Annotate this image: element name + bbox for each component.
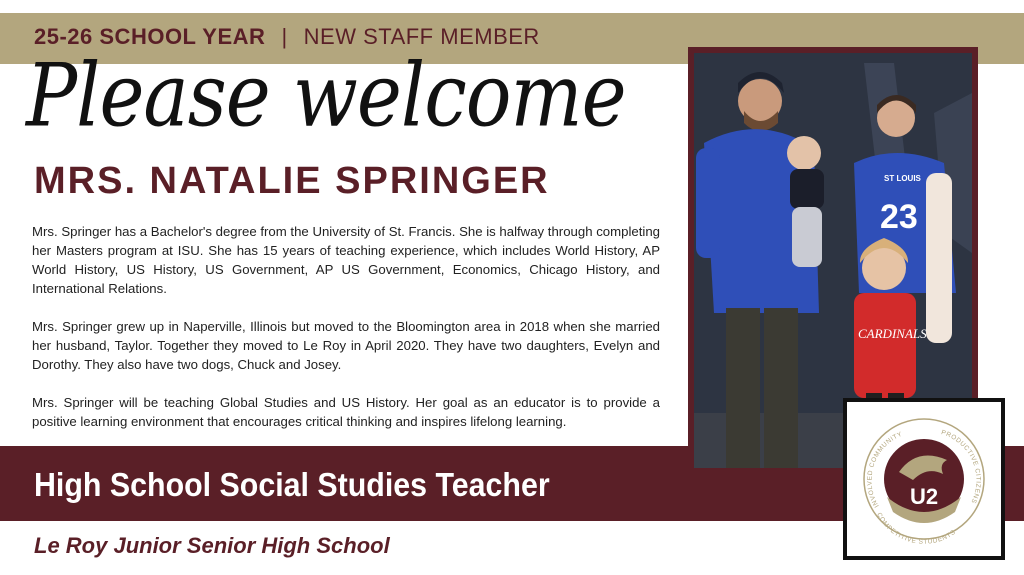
u2-logo-icon <box>847 402 1001 556</box>
school-year-label: 25-26 SCHOOL YEAR <box>34 24 266 49</box>
child-shirt-text: CARDINALS <box>858 326 927 341</box>
logo-arc-left: INVOLVED COMMUNITY <box>866 430 904 509</box>
logo-arc-right: PRODUCTIVE CITIZENS <box>940 429 982 505</box>
bio <box>32 222 660 450</box>
bio-paragraph-family: Mrs. Springer grew up in Naperville, Illinois but moved to the Bloomington area in 2018 when she married her husband, Taylor. Together they moved to Le Roy in April 2020. They have two daughters, Evelyn and Dorothy. They also have two dogs, Chuck and Josey. <box>32 319 660 372</box>
jersey-number: 23 <box>880 198 918 236</box>
school-logo <box>843 398 1005 560</box>
new-staff-label: NEW STAFF MEMBER <box>303 24 540 49</box>
bio-paragraph-goals: Mrs. Springer will be teaching Global Studies and US History. Her goal as an educator is to provide a positive learning environment that encourages critical thinking and inspires lifelong learning. <box>32 395 660 429</box>
header-separator: | <box>281 24 288 49</box>
staff-name: MRS. NATALIE SPRINGER <box>34 160 550 202</box>
logo-monogram: U2 <box>909 484 939 509</box>
welcome-heading: Please welcome <box>26 44 626 147</box>
bio-paragraph-education: Mrs. Springer has a Bachelor's degree from the University of St. Francis. She is halfway through completing her Masters program at ISU. She has 15 years of teaching experience, which includes World History, AP World History, US History, US Government, AP US Government, Economics, Chicago History, and International Relations. <box>32 224 660 296</box>
school-name: Le Roy Junior Senior High School <box>34 533 390 558</box>
jersey-text: ST LOUIS <box>884 174 921 183</box>
logo-arc-bottom: COMPETITIVE STUDENTS <box>875 511 958 546</box>
role-title: High School Social Studies Teacher <box>34 466 550 503</box>
